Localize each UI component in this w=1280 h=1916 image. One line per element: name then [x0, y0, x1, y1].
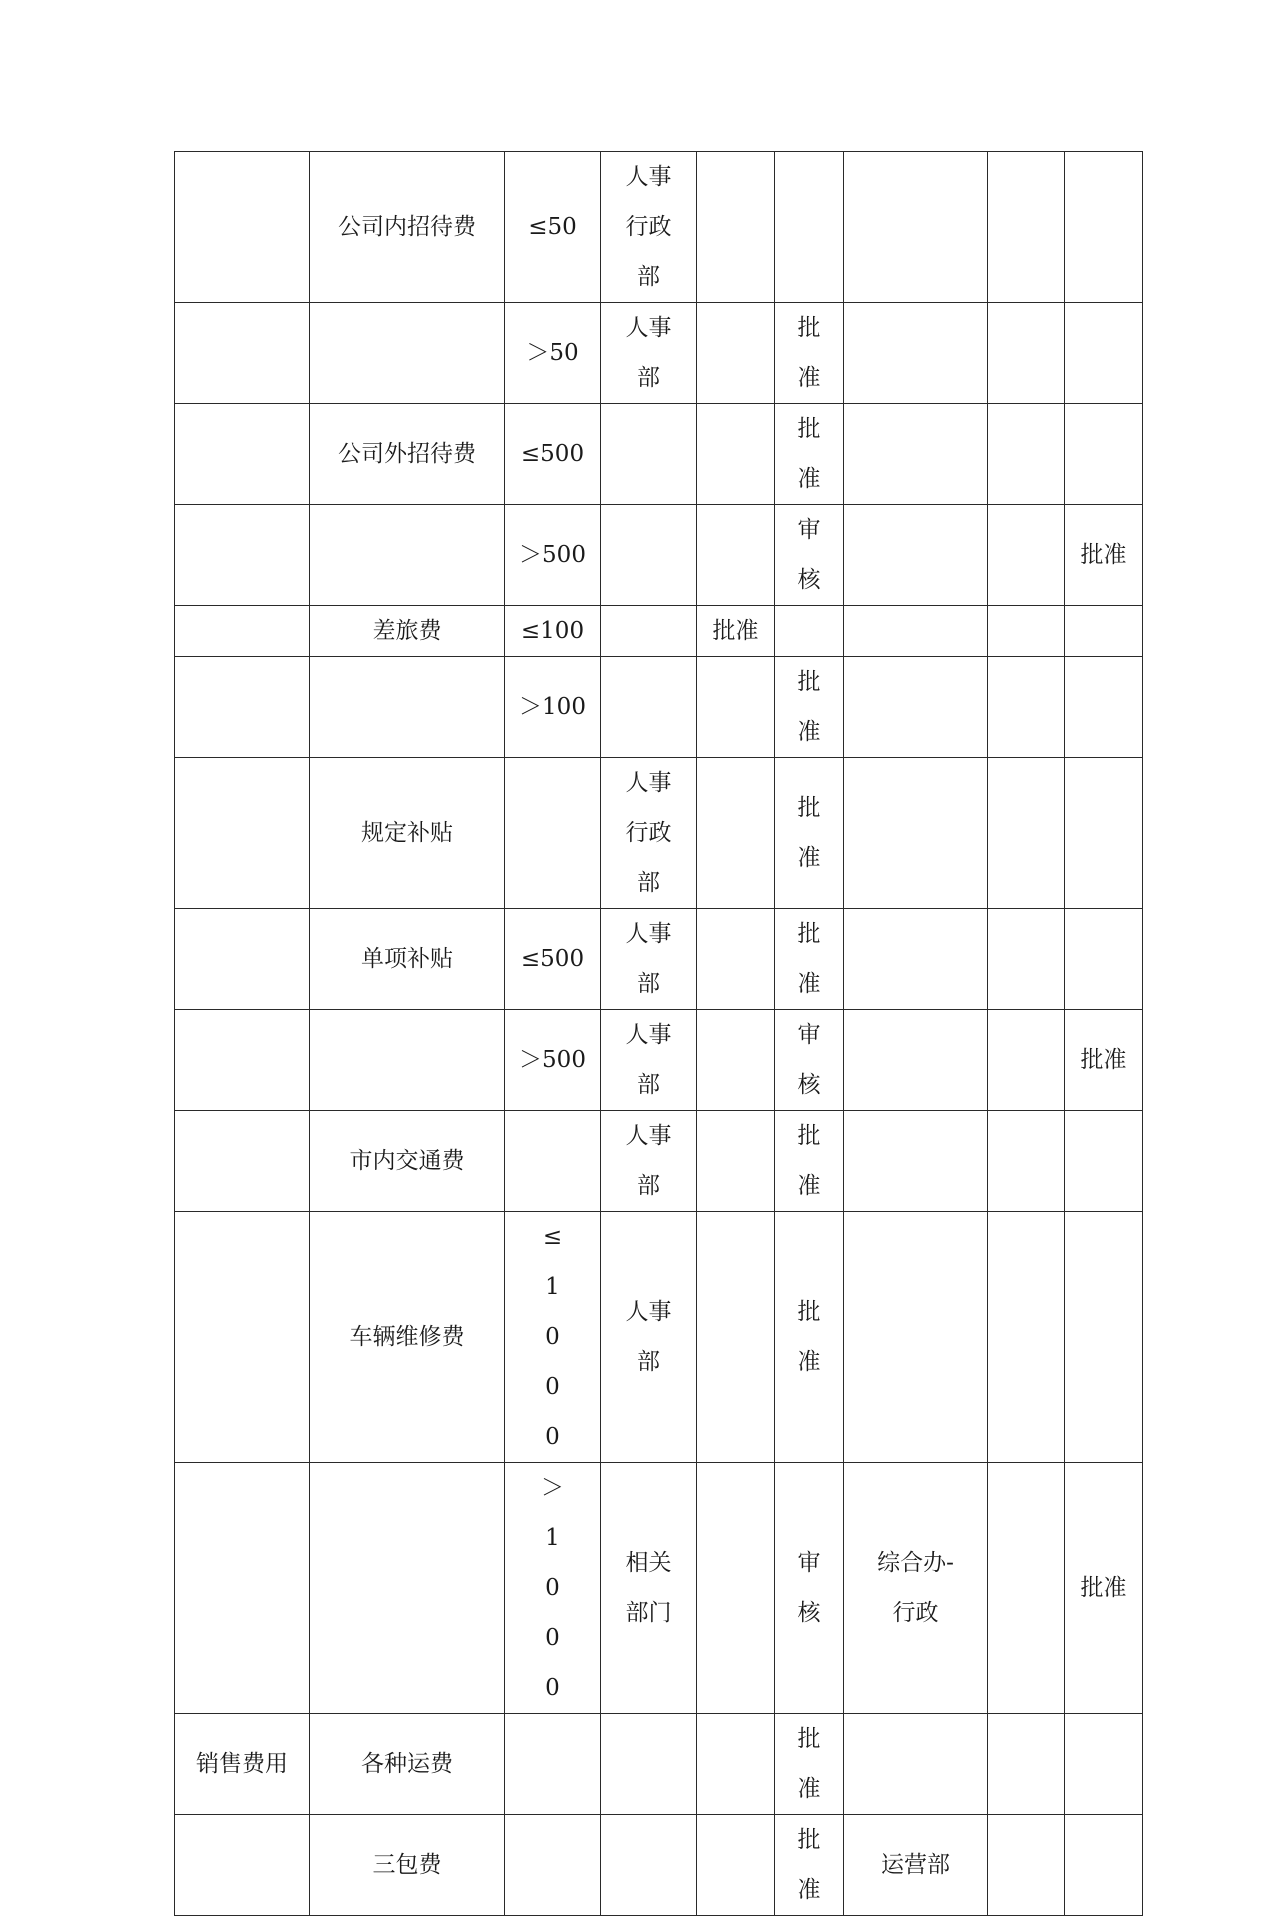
cell-text: 人事部: [625, 1299, 672, 1375]
col5-cell: [697, 1463, 775, 1714]
col9-cell: [1065, 1212, 1143, 1463]
handler-cell: [601, 1010, 697, 1111]
handler-cell: [601, 657, 697, 758]
category-cell: [175, 303, 310, 404]
table-row: [175, 1815, 1143, 1916]
cell-text: 批准: [1080, 1575, 1127, 1601]
table-row: [175, 1111, 1143, 1212]
col6-cell: [775, 657, 844, 758]
col5-cell: [697, 606, 775, 657]
cell-text: 批准: [1080, 1047, 1127, 1073]
cell-text: 单项补贴: [361, 946, 453, 972]
cell-text: 批准: [797, 669, 821, 745]
cell-text: 审核: [797, 1022, 821, 1098]
cell-text: 人事行政部: [625, 770, 672, 896]
handler-cell: [601, 1111, 697, 1212]
col7-cell: [844, 303, 988, 404]
item-cell: [310, 505, 505, 606]
col9-cell: [1065, 152, 1143, 303]
col7-cell: [844, 758, 988, 909]
col7-cell: [844, 1714, 988, 1815]
category-cell: [175, 758, 310, 909]
item-cell: [310, 1111, 505, 1212]
col5-cell: [697, 303, 775, 404]
col6-cell: [775, 758, 844, 909]
handler-cell: [601, 758, 697, 909]
col8-cell: [988, 1010, 1065, 1111]
col9-cell: [1065, 1010, 1143, 1111]
category-cell: [175, 152, 310, 303]
col5-cell: [697, 657, 775, 758]
cell-text: 车辆维修费: [349, 1324, 465, 1350]
col8-cell: [988, 1212, 1065, 1463]
cell-text: 综合办-行政: [877, 1550, 954, 1626]
table-row: [175, 1010, 1143, 1111]
col5-cell: [697, 404, 775, 505]
category-cell: [175, 1010, 310, 1111]
col5-cell: [697, 758, 775, 909]
table-row: [175, 1212, 1143, 1463]
col9-cell: [1065, 657, 1143, 758]
col7-cell: [844, 657, 988, 758]
cell-text: 批准: [1080, 542, 1127, 568]
category-cell: [175, 657, 310, 758]
col8-cell: [988, 505, 1065, 606]
item-cell: [310, 1815, 505, 1916]
col9-cell: [1065, 1714, 1143, 1815]
cell-text: ＞1000: [541, 1475, 564, 1701]
category-cell: [175, 1815, 310, 1916]
cell-text: 批准: [797, 1123, 821, 1199]
amount-cell: [505, 1010, 601, 1111]
table-row: [175, 1714, 1143, 1815]
category-cell: [175, 404, 310, 505]
category-cell: [175, 1212, 310, 1463]
amount-cell: [505, 1463, 601, 1714]
amount-cell: [505, 1111, 601, 1212]
col6-cell: [775, 606, 844, 657]
cell-text: 销售费用: [196, 1751, 288, 1777]
item-cell: [310, 758, 505, 909]
col8-cell: [988, 909, 1065, 1010]
cell-text: 公司外招待费: [338, 441, 476, 467]
table-row: [175, 909, 1143, 1010]
col9-cell: [1065, 758, 1143, 909]
table-row: [175, 657, 1143, 758]
table-row: [175, 606, 1143, 657]
col6-cell: [775, 303, 844, 404]
item-cell: [310, 657, 505, 758]
col6-cell: [775, 1010, 844, 1111]
amount-cell: [505, 758, 601, 909]
table-row: [175, 758, 1143, 909]
item-cell: [310, 152, 505, 303]
amount-cell: [505, 1212, 601, 1463]
cell-text: 差旅费: [372, 618, 442, 644]
cell-text: 批准: [797, 1299, 821, 1375]
col7-cell: [844, 404, 988, 505]
category-cell: [175, 606, 310, 657]
amount-cell: [505, 152, 601, 303]
cell-text: 人事部: [625, 1022, 672, 1098]
col7-cell: [844, 505, 988, 606]
col7-cell: [844, 1010, 988, 1111]
col7-cell: [844, 909, 988, 1010]
expense-approval-table: [174, 151, 1143, 1916]
amount-cell: [505, 404, 601, 505]
table-row: [175, 1463, 1143, 1714]
category-cell: [175, 1463, 310, 1714]
col8-cell: [988, 657, 1065, 758]
col8-cell: [988, 303, 1065, 404]
cell-text: 市内交通费: [349, 1148, 465, 1174]
col5-cell: [697, 152, 775, 303]
col5-cell: [697, 909, 775, 1010]
col7-cell: [844, 1815, 988, 1916]
cell-text: 相关部门: [625, 1550, 672, 1626]
handler-cell: [601, 1463, 697, 1714]
cell-text: ＞100: [519, 694, 586, 720]
col6-cell: [775, 1815, 844, 1916]
col8-cell: [988, 1714, 1065, 1815]
handler-cell: [601, 606, 697, 657]
handler-cell: [601, 404, 697, 505]
table-row: [175, 404, 1143, 505]
handler-cell: [601, 1714, 697, 1815]
cell-text: 批准: [797, 315, 821, 391]
table-row: [175, 303, 1143, 404]
amount-cell: [505, 505, 601, 606]
item-cell: [310, 1463, 505, 1714]
col7-cell: [844, 1463, 988, 1714]
cell-text: 批准: [797, 795, 821, 871]
col6-cell: [775, 152, 844, 303]
cell-text: 人事行政部: [625, 164, 672, 290]
col7-cell: [844, 1111, 988, 1212]
col5-cell: [697, 505, 775, 606]
category-cell: [175, 505, 310, 606]
cell-text: ＞50: [526, 340, 579, 366]
col8-cell: [988, 152, 1065, 303]
cell-text: 批准: [797, 1726, 821, 1802]
amount-cell: [505, 1815, 601, 1916]
col6-cell: [775, 1212, 844, 1463]
table-row: [175, 152, 1143, 303]
amount-cell: [505, 606, 601, 657]
category-cell: [175, 1714, 310, 1815]
amount-cell: [505, 1714, 601, 1815]
col7-cell: [844, 606, 988, 657]
handler-cell: [601, 1815, 697, 1916]
amount-cell: [505, 303, 601, 404]
col7-cell: [844, 1212, 988, 1463]
col5-cell: [697, 1111, 775, 1212]
category-cell: [175, 909, 310, 1010]
cell-text: ≤500: [520, 441, 585, 467]
cell-text: 批准: [797, 416, 821, 492]
item-cell: [310, 1212, 505, 1463]
col8-cell: [988, 606, 1065, 657]
item-cell: [310, 303, 505, 404]
col8-cell: [988, 1815, 1065, 1916]
amount-cell: [505, 909, 601, 1010]
col5-cell: [697, 1010, 775, 1111]
col9-cell: [1065, 505, 1143, 606]
cell-text: ≤100: [520, 618, 585, 644]
col5-cell: [697, 1815, 775, 1916]
cell-text: 人事部: [625, 921, 672, 997]
col6-cell: [775, 1111, 844, 1212]
item-cell: [310, 1010, 505, 1111]
col6-cell: [775, 1714, 844, 1815]
cell-text: 运营部: [881, 1852, 950, 1878]
handler-cell: [601, 1212, 697, 1463]
item-cell: [310, 909, 505, 1010]
cell-text: ＞500: [519, 542, 586, 568]
col8-cell: [988, 758, 1065, 909]
cell-text: ≤50: [528, 214, 577, 240]
cell-text: 批准: [797, 1827, 821, 1903]
col9-cell: [1065, 909, 1143, 1010]
cell-text: 公司内招待费: [338, 214, 476, 240]
col9-cell: [1065, 1111, 1143, 1212]
col8-cell: [988, 1111, 1065, 1212]
cell-text: 人事部: [625, 315, 672, 391]
table-body: [175, 152, 1143, 1916]
cell-text: ＞500: [519, 1047, 586, 1073]
item-cell: [310, 606, 505, 657]
cell-text: 人事部: [625, 1123, 672, 1199]
table-row: [175, 505, 1143, 606]
col6-cell: [775, 505, 844, 606]
handler-cell: [601, 303, 697, 404]
item-cell: [310, 1714, 505, 1815]
handler-cell: [601, 152, 697, 303]
cell-text: 审核: [797, 1550, 821, 1626]
item-cell: [310, 404, 505, 505]
col8-cell: [988, 404, 1065, 505]
handler-cell: [601, 505, 697, 606]
col8-cell: [988, 1463, 1065, 1714]
col9-cell: [1065, 1815, 1143, 1916]
cell-text: 规定补贴: [361, 820, 453, 846]
col9-cell: [1065, 303, 1143, 404]
cell-text: 三包费: [372, 1852, 442, 1878]
col9-cell: [1065, 404, 1143, 505]
col6-cell: [775, 1463, 844, 1714]
amount-cell: [505, 657, 601, 758]
cell-text: 各种运费: [361, 1751, 453, 1777]
col5-cell: [697, 1212, 775, 1463]
cell-text: 批准: [797, 921, 821, 997]
cell-text: 批准: [712, 618, 759, 644]
col5-cell: [697, 1714, 775, 1815]
cell-text: ≤1000: [542, 1224, 563, 1450]
cell-text: ≤500: [520, 946, 585, 972]
handler-cell: [601, 909, 697, 1010]
category-cell: [175, 1111, 310, 1212]
col9-cell: [1065, 1463, 1143, 1714]
cell-text: 审核: [797, 517, 821, 593]
col6-cell: [775, 404, 844, 505]
col7-cell: [844, 152, 988, 303]
col6-cell: [775, 909, 844, 1010]
col9-cell: [1065, 606, 1143, 657]
